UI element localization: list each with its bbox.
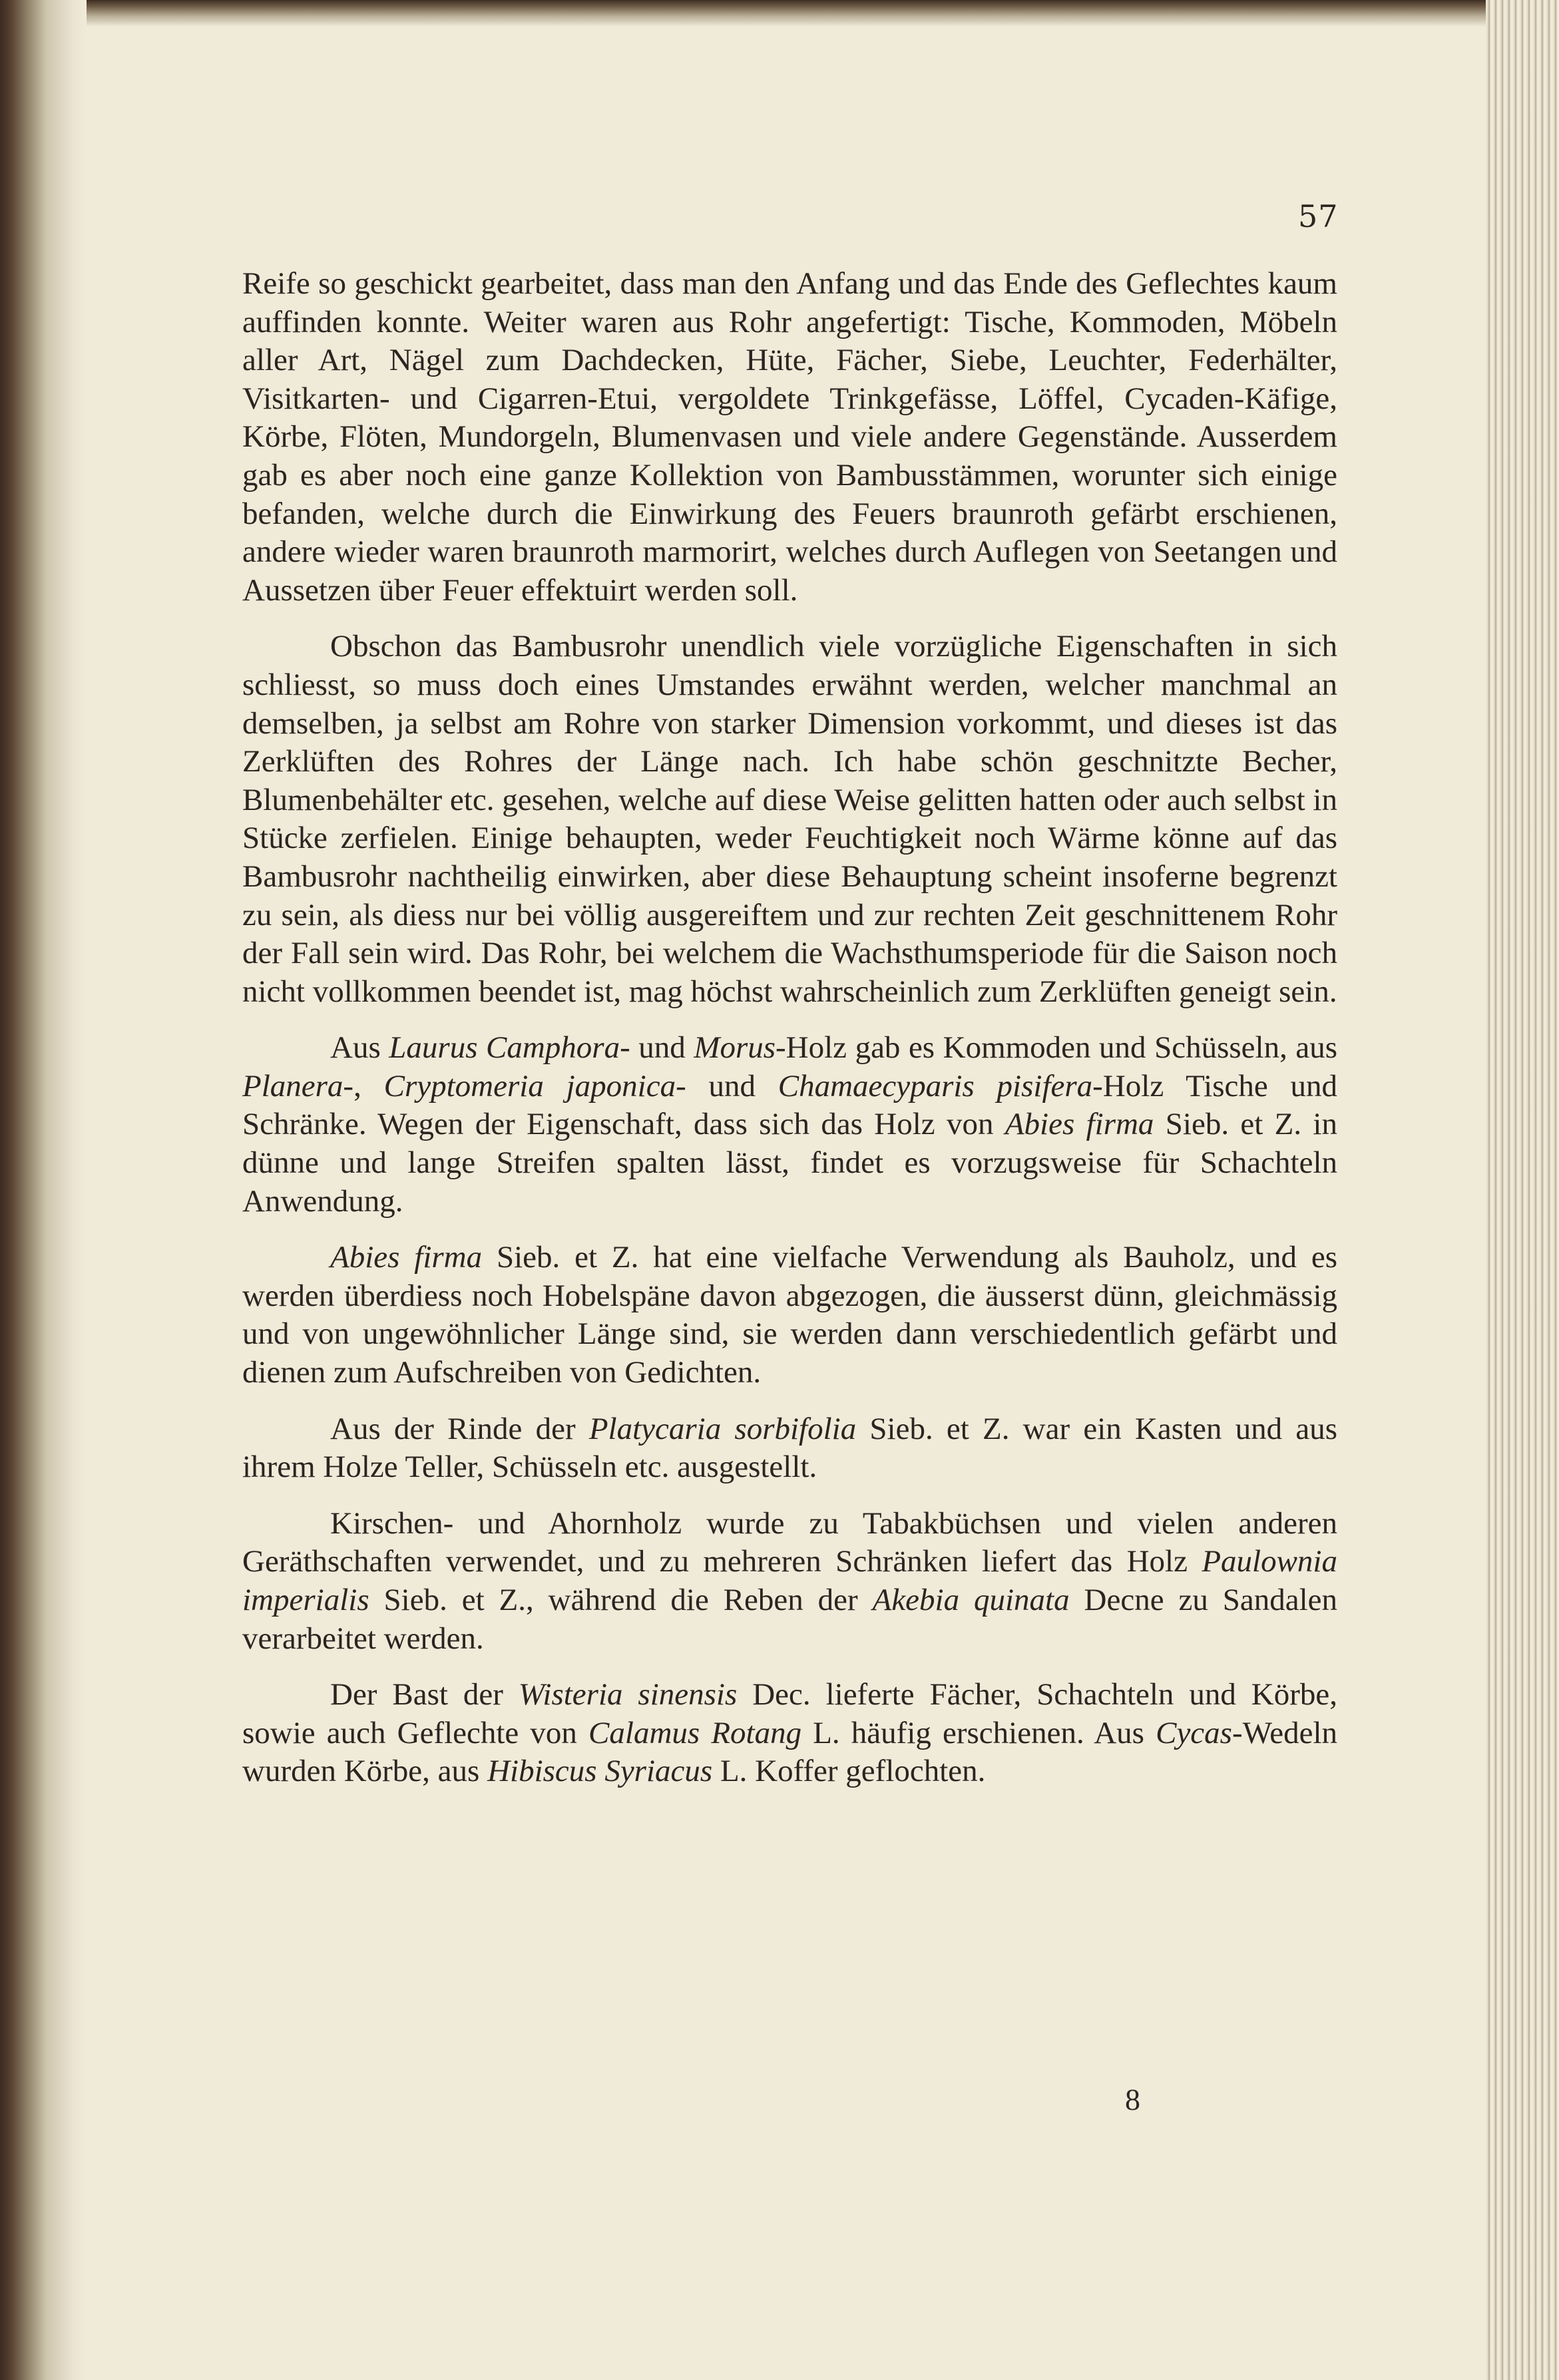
- text-run: Aus: [330, 1030, 389, 1066]
- paragraph: [242, 1676, 1337, 1791]
- text-run: ,: [353, 1068, 384, 1103]
- text-run: Sieb. et Z., während die Reben der: [369, 1583, 873, 1617]
- text-run: Obschon das Bambusrohr unendlich viele vorzügliche Eigenschaften in sich schliesst, so muss doch eines Umstandes erwähnt werden, welcher manchmal an demselben, ja selbst am Rohre von starker Dimension vorkommt, und dieses ist das Zerklüften des Rohres der Länge nach. Ich habe schön geschnitzte Becher, Blumenbehälter etc. gesehen, welche auf diese Weise gelitten hatten oder auch selbst in Stücke zerfielen. Einige behaupten, weder Feuchtigkeit noch Wärme könne auf das Bambusrohr nachtheilig einwirken, aber diese Behauptung scheint insoferne begrenzt zu sein, als diess nur bei völlig ausgereiftem und zur rechten Zeit geschnittenem Rohr der Fall sein wird. Das Rohr, bei welchem die Wachsthumsperiode für die Saison noch nicht vollkommen beendet ist, mag höchst wahrscheinlich zum Zerklüften geneigt sein.: [242, 629, 1337, 1009]
- text-run: Sieb. et Z. war ein Kasten und aus ihrem Holze Teller, Schüsseln etc. ausgestellt.: [242, 1411, 1337, 1485]
- text-run: Sieb. et Z. in dünne und lange Streifen spalten lässt, findet es vorzugsweise für Schachteln Anwendung.: [242, 1107, 1337, 1219]
- text-run: und: [686, 1068, 778, 1103]
- text-run: Sieb. et Z. hat eine vielfache Verwendung als Bauholz, und es werden überdiess noch Hobelspäne davon abgezogen, die äusserst dünn, gleichmässig und von ungewöhnlicher Länge sind, sie werden dann verschiedentlich gefärbt und dienen zum Aufschreiben von Gedichten.: [242, 1240, 1337, 1390]
- italic-term: Planera-: [242, 1068, 354, 1103]
- text-run: -Wedeln wurden Körbe, aus: [242, 1715, 1337, 1789]
- italic-term: Chamaecyparis pisifera: [778, 1068, 1093, 1103]
- page-number: 57: [1298, 198, 1339, 234]
- italic-term: Cryptomeria japonica-: [383, 1068, 686, 1103]
- text-run: und: [630, 1030, 694, 1066]
- text-run: -Holz gab es Kommoden und Schüsseln, aus: [776, 1030, 1338, 1066]
- text-run: L. Koffer geflochten.: [712, 1754, 986, 1789]
- page-top-edge: [0, 0, 1559, 27]
- text-run: Dec. lieferte Fächer, Schachteln und Körbe, sowie auch Geflechte von: [242, 1677, 1338, 1750]
- text-run: Reife so geschickt gearbeitet, dass man den Anfang und das Ende des Geflechtes kaum auffinden konnte. Weiter waren aus Rohr angefertigt: Tische, Kommoden, Möbeln aller Art, Nägel zum Dachdecken, Hüte, Fächer, Siebe, Leuchter, Federhälter, Visitkarten- und Cigarren-Etui, vergoldete Trinkgefässe, Löffel, Cycaden-Käfige, Körbe, Flöten, Mundorgeln, Blumenvasen und viele andere Gegenstände. Ausserdem gab es aber noch eine ganze Kollektion von Bambusstämmen, worunter sich einige befanden, welche durch die Einwirkung des Feuers braunroth gefärbt erschienen, andere wieder waren braunroth marmorirt, welches durch Auflegen von Seetangen und Aussetzen über Feuer effektuirt werden soll.: [242, 266, 1337, 608]
- italic-term: Akebia quinata: [872, 1583, 1070, 1617]
- paragraph: [242, 1505, 1337, 1658]
- italic-term: Abies firma: [1004, 1107, 1154, 1142]
- body-text: [242, 265, 1337, 1809]
- paragraph: [242, 1029, 1337, 1221]
- italic-term: Hibiscus Syriacus: [487, 1754, 713, 1789]
- page-stack-edge: [1486, 0, 1559, 2380]
- paragraph: [242, 1239, 1337, 1392]
- italic-term: Cycas: [1156, 1715, 1232, 1750]
- italic-term: Laurus Camphora-: [389, 1030, 630, 1066]
- italic-term: Calamus Rotang: [588, 1715, 802, 1750]
- text-run: L. häufig erschienen. Aus: [801, 1715, 1156, 1750]
- text-run: -Holz Tische und Schränke. Wegen der Eigenschaft, dass sich das Holz von: [242, 1068, 1338, 1142]
- italic-term: Wisteria sinensis: [518, 1677, 738, 1712]
- paragraph: [242, 265, 1337, 610]
- paragraph: [242, 1410, 1337, 1487]
- italic-term: Paulownia imperialis: [242, 1544, 1337, 1617]
- book-spine-edge: [0, 0, 87, 2380]
- italic-term: Morus: [694, 1030, 776, 1066]
- text-run: Der Bast der: [330, 1677, 519, 1712]
- italic-term: Platycaria sorbifolia: [588, 1411, 857, 1446]
- italic-term: Abies firma: [330, 1240, 483, 1275]
- signature-mark: 8: [1125, 2082, 1140, 2116]
- text-run: Aus der Rinde der: [330, 1411, 589, 1446]
- paragraph: [242, 628, 1337, 1011]
- text-run: Kirschen- und Ahornholz wurde zu Tabakbüchsen und vielen anderen Geräthschaften verwendet, und zu mehreren Schränken liefert das Holz: [242, 1505, 1337, 1579]
- text-run: Decne zu Sandalen verarbeitet werden.: [242, 1583, 1337, 1656]
